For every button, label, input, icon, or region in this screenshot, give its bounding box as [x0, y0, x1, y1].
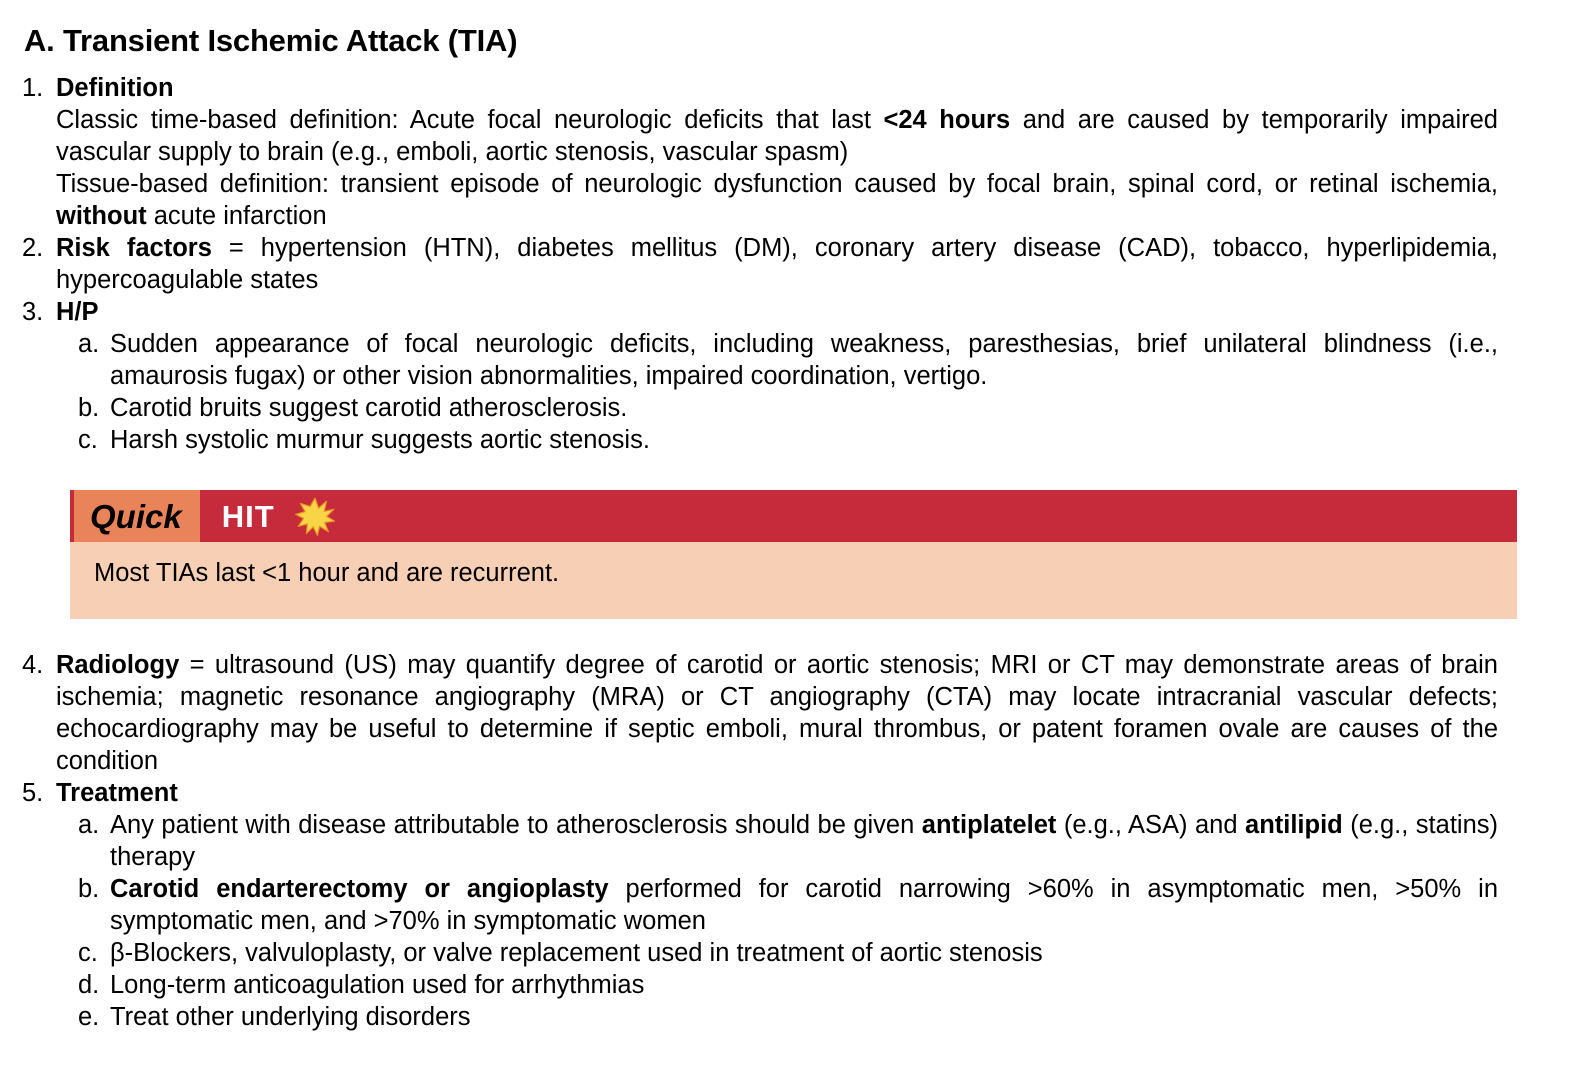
treatment-sublist — [74, 809, 1498, 1033]
hp-sub-item-a — [74, 328, 1498, 392]
treatment-a-bold-antilipid: antilipid — [1245, 810, 1343, 839]
list-item-treatment — [18, 777, 1498, 1033]
hp-sub-item-b — [74, 392, 1498, 424]
list-item-radiology — [18, 649, 1498, 777]
sub-list-marker: e. — [78, 1002, 100, 1031]
list-marker: 4. — [22, 650, 44, 679]
hp-sub-text-c: Harsh systolic murmur suggests aortic stenosis. — [110, 426, 650, 455]
outline-list — [18, 72, 1498, 456]
quick-hit-title: HIT — [221, 498, 275, 534]
quick-hit-body-text: Most TIAs last <1 hour and are recurrent. — [94, 559, 560, 588]
quick-hit-tab — [74, 490, 200, 542]
list-item-heading: Definition — [56, 74, 174, 103]
treatment-b-bold-lead: Carotid endarterectomy or angioplasty — [110, 874, 609, 903]
hp-sublist — [74, 328, 1498, 456]
treatment-sub-item-c — [74, 937, 1498, 969]
treatment-c-text: β-Blockers, valvuloplasty, or valve replacement used in treatment of aortic stenosis — [110, 938, 1043, 967]
definition-classic-text-a: Classic time-based definition: Acute focal neurologic deficits that last — [56, 106, 884, 135]
radiology-paragraph — [56, 649, 1498, 777]
quick-hit-header — [70, 490, 1517, 542]
quick-hit-title-area — [200, 490, 1517, 542]
definition-tissue-bold: without — [56, 202, 147, 231]
outline-list-continued — [18, 649, 1498, 1033]
hp-sub-item-c — [74, 424, 1498, 456]
list-marker: 2. — [22, 234, 44, 263]
definition-tissue-paragraph — [56, 168, 1498, 232]
definition-classic-bold: <24 hours — [883, 106, 1011, 135]
risk-factors-paragraph — [56, 232, 1498, 296]
treatment-sub-item-b — [74, 873, 1498, 937]
sub-list-marker: c. — [78, 426, 98, 455]
definition-tissue-text-b: acute infarction — [146, 202, 327, 231]
risk-factors-text: = hypertension (HTN), diabetes mellitus (DM), coronary artery disease (CAD), tobacco, hyperlipidemia, hypercoagulable states — [56, 234, 1499, 295]
definition-tissue-text-a: Tissue-based definition: transient episode of neurologic dysfunction caused by focal brain, spinal cord, or retinal ischemia, — [56, 170, 1498, 199]
list-marker: 3. — [22, 298, 44, 327]
list-item-risk-factors — [18, 232, 1498, 296]
definition-classic-text-b: and are caused by temporarily impaired vascular supply to brain (e.g., emboli, aortic stenosis, vascular spasm) — [56, 106, 1498, 167]
risk-factors-heading: Risk factors — [56, 234, 212, 263]
treatment-a-post: (e.g., statins) therapy — [110, 810, 1498, 871]
sub-list-marker: b. — [78, 874, 100, 903]
radiology-heading: Radiology — [56, 650, 180, 679]
treatment-a-mid: (e.g., ASA) and — [1056, 810, 1246, 839]
sub-list-marker: c. — [78, 938, 98, 967]
treatment-b-post: performed for carotid narrowing >60% in asymptomatic men, >50% in symptomatic men, and >70% in symptomatic women — [110, 874, 1499, 935]
sub-list-marker: d. — [78, 970, 100, 999]
page-title: A. Transient Ischemic Attack (TIA) — [24, 23, 518, 58]
sub-list-marker: b. — [78, 394, 100, 423]
treatment-heading: Treatment — [56, 778, 178, 807]
quick-hit-callout — [70, 490, 1517, 619]
treatment-sub-item-d — [74, 969, 1498, 1001]
treatment-sub-item-e — [74, 1001, 1498, 1033]
treatment-a-pre: Any patient with disease attributable to atherosclerosis should be given — [110, 810, 922, 839]
radiology-text: = ultrasound (US) may quantify degree of carotid or aortic stenosis; MRI or CT may demonstrate areas of brain ischemia; magnetic resonance angiography (MRA) or CT angiography (CTA) may locate intracranial vascular defects; echocardiography may be useful to determine if septic emboli, mural thrombus, or patent foramen ovale are causes of the condition — [56, 650, 1498, 775]
hp-sub-text-b: Carotid bruits suggest carotid atherosclerosis. — [110, 394, 628, 423]
sub-list-marker: a. — [78, 330, 100, 359]
starburst-icon — [295, 496, 335, 536]
hp-sub-text-a: Sudden appearance of focal neurologic deficits, including weakness, paresthesias, brief unilateral blindness (i.e., amaurosis fugax) or other vision abnormalities, impaired coordination, vertigo. — [110, 330, 1498, 391]
treatment-a-bold-antiplatelet: antiplatelet — [921, 810, 1057, 839]
treatment-sub-item-a — [74, 809, 1498, 873]
list-item-definition — [18, 72, 1498, 232]
treatment-d-text: Long-term anticoagulation used for arrhythmias — [110, 970, 645, 999]
list-marker: 5. — [22, 778, 44, 807]
list-marker: 1. — [22, 74, 44, 103]
hp-heading: H/P — [56, 298, 99, 327]
treatment-e-text: Treat other underlying disorders — [110, 1002, 471, 1031]
list-item-hp — [18, 296, 1498, 456]
sub-list-marker: a. — [78, 810, 100, 839]
quick-hit-tab-label: Quick — [90, 497, 182, 535]
definition-classic-paragraph — [56, 104, 1498, 168]
quick-hit-body — [70, 542, 1517, 619]
